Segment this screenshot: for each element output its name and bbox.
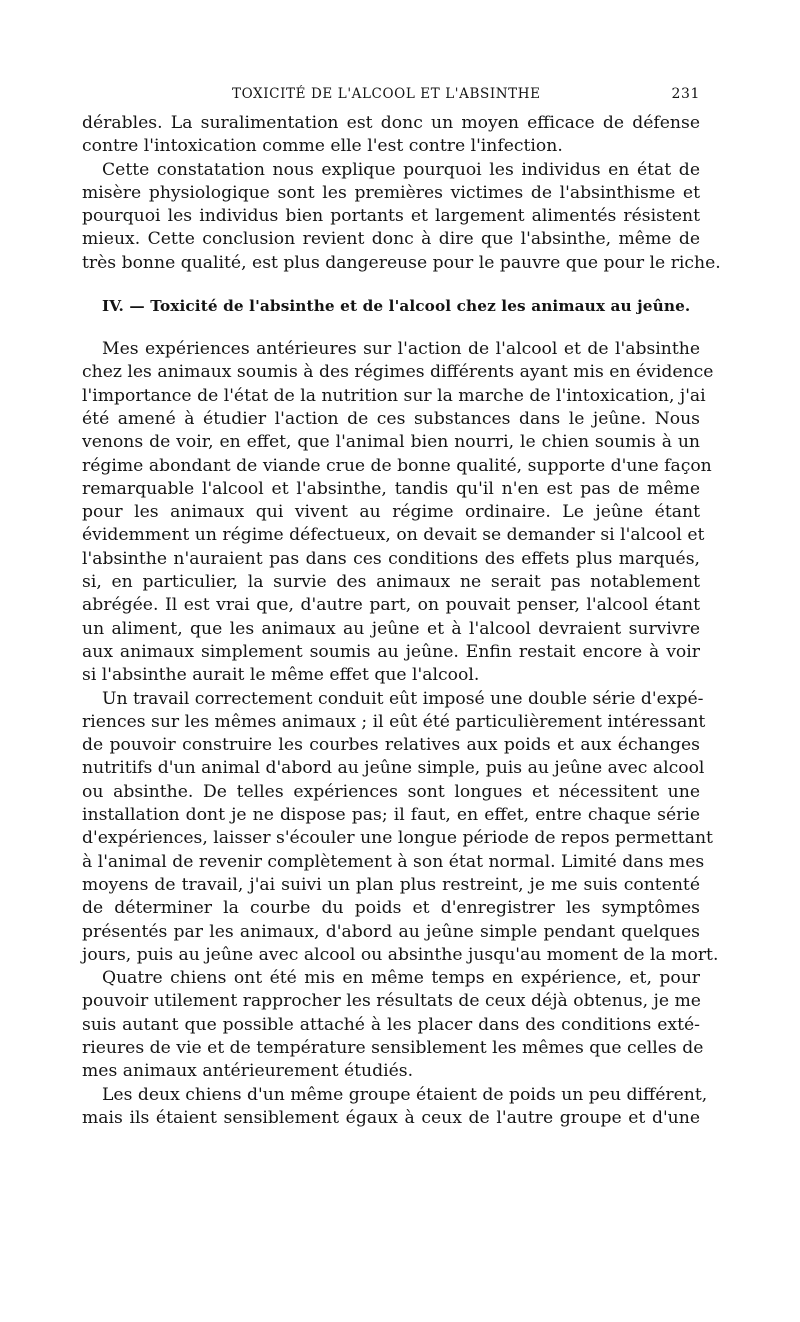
text-line: si, en particulier, la survie des animaux ne serait pas notablement (82, 572, 700, 593)
text-line: Les deux chiens d'un même groupe étaient de poids un peu différent, (102, 1084, 708, 1105)
text-line: Un travail correctement conduit eût imposé une double série d'expé- (102, 688, 704, 709)
text-line: très bonne qualité, est plus dangereuse pour le pauvre que pour le riche. (82, 252, 721, 273)
text-line: été amené à étudier l'action de ces substances dans le jeûne. Nous (82, 408, 700, 429)
text-line: régime abondant de viande crue de bonne qualité, supporte d'une façon (82, 455, 712, 476)
paragraph (82, 688, 719, 968)
text-line: moyens de travail, j'ai suivi un plan plus restreint, je me suis contenté (82, 874, 700, 895)
pre-section-text (82, 112, 721, 275)
text-line: à l'animal de revenir complètement à son état normal. Limité dans mes (82, 851, 705, 872)
text-line: l'absinthe n'auraient pas dans ces conditions des effets plus marqués, (82, 548, 700, 569)
page-number: 231 (671, 86, 700, 102)
paragraph (82, 159, 721, 275)
paragraph (82, 967, 704, 1083)
text-line: misère physiologique sont les premières victimes de l'absinthisme et (82, 182, 700, 203)
text-line: d'expériences, laisser s'écouler une longue période de repos permettant (82, 828, 713, 849)
text-line: ou absinthe. De telles expériences sont longues et nécessitent une (82, 781, 700, 802)
paragraph (82, 338, 714, 687)
text-line: si l'absinthe aurait le même effet que l'alcool. (82, 665, 480, 686)
text-line: de déterminer la courbe du poids et d'enregistrer les symptômes (82, 898, 700, 919)
paragraph (82, 112, 700, 159)
text-line: venons de voir, en effet, que l'animal bien nourri, le chien soumis à un (82, 432, 700, 453)
text-line: présentés par les animaux, d'abord au jeûne simple pendant quelques (82, 921, 700, 942)
text-line: nutritifs d'un animal d'abord au jeûne simple, puis au jeûne avec alcool (82, 758, 705, 779)
text-line: contre l'intoxication comme elle l'est contre l'infection. (82, 136, 563, 157)
paragraph (82, 1084, 708, 1131)
text-line: mieux. Cette conclusion revient donc à dire que l'absinthe, même de (82, 229, 700, 250)
running-head (82, 86, 700, 112)
text-line: pouvoir utilement rapprocher les résultats de ceux déjà obtenus, je me (82, 991, 701, 1012)
text-line: Cette constatation nous explique pourquoi les individus en état de (102, 159, 700, 180)
text-line: suis autant que possible attaché à les placer dans des conditions exté- (82, 1014, 700, 1035)
text-line: l'importance de l'état de la nutrition sur la marche de l'intoxication, j'ai (82, 385, 706, 406)
text-line: riences sur les mêmes animaux ; il eût été particulièrement intéressant (82, 711, 706, 732)
text-line: Quatre chiens ont été mis en même temps en expérience, et, pour (102, 968, 700, 989)
text-line: dérables. La suralimentation est donc un moyen efficace de défense (82, 113, 700, 133)
text-line: installation dont je ne dispose pas; il faut, en effet, entre chaque série (82, 805, 700, 826)
text-line: remarquable l'alcool et l'absinthe, tandis qu'il n'en est pas de même (82, 478, 700, 499)
running-title: TOXICITÉ DE L'ALCOOL ET L'ABSINTHE (232, 86, 541, 102)
text-line: jours, puis au jeûne avec alcool ou absinthe jusqu'au moment de la mort. (82, 944, 719, 965)
text-line: rieures de vie et de température sensiblement les mêmes que celles de (82, 1037, 704, 1058)
text-line: mes animaux antérieurement étudiés. (82, 1061, 414, 1082)
text-line: pour les animaux qui vivent au régime ordinaire. Le jeûne étant (82, 502, 700, 523)
section-heading: IV. — Toxicité de l'absinthe et de l'alcool chez les animaux au jeûne. (102, 297, 691, 316)
text-line: évidemment un régime défectueux, on devait se demander si l'alcool et (82, 525, 705, 546)
text-line: chez les animaux soumis à des régimes différents ayant mis en évidence (82, 362, 714, 383)
book-page (82, 86, 721, 1130)
section-body (82, 338, 719, 1130)
text-line: pourquoi les individus bien portants et largement alimentés résistent (82, 206, 700, 227)
text-line: mais ils étaient sensiblement égaux à ceux de l'autre groupe et d'une (82, 1107, 700, 1128)
text-line: aux animaux simplement soumis au jeûne. Enfin restait encore à voir (82, 641, 700, 662)
text-line: de pouvoir construire les courbes relatives aux poids et aux échanges (82, 735, 700, 756)
text-line: Mes expériences antérieures sur l'action de l'alcool et de l'absinthe (102, 339, 700, 360)
text-line: abrégée. Il est vrai que, d'autre part, on pouvait penser, l'alcool étant (82, 595, 700, 616)
text-line: un aliment, que les animaux au jeûne et à l'alcool devraient survivre (82, 618, 700, 639)
